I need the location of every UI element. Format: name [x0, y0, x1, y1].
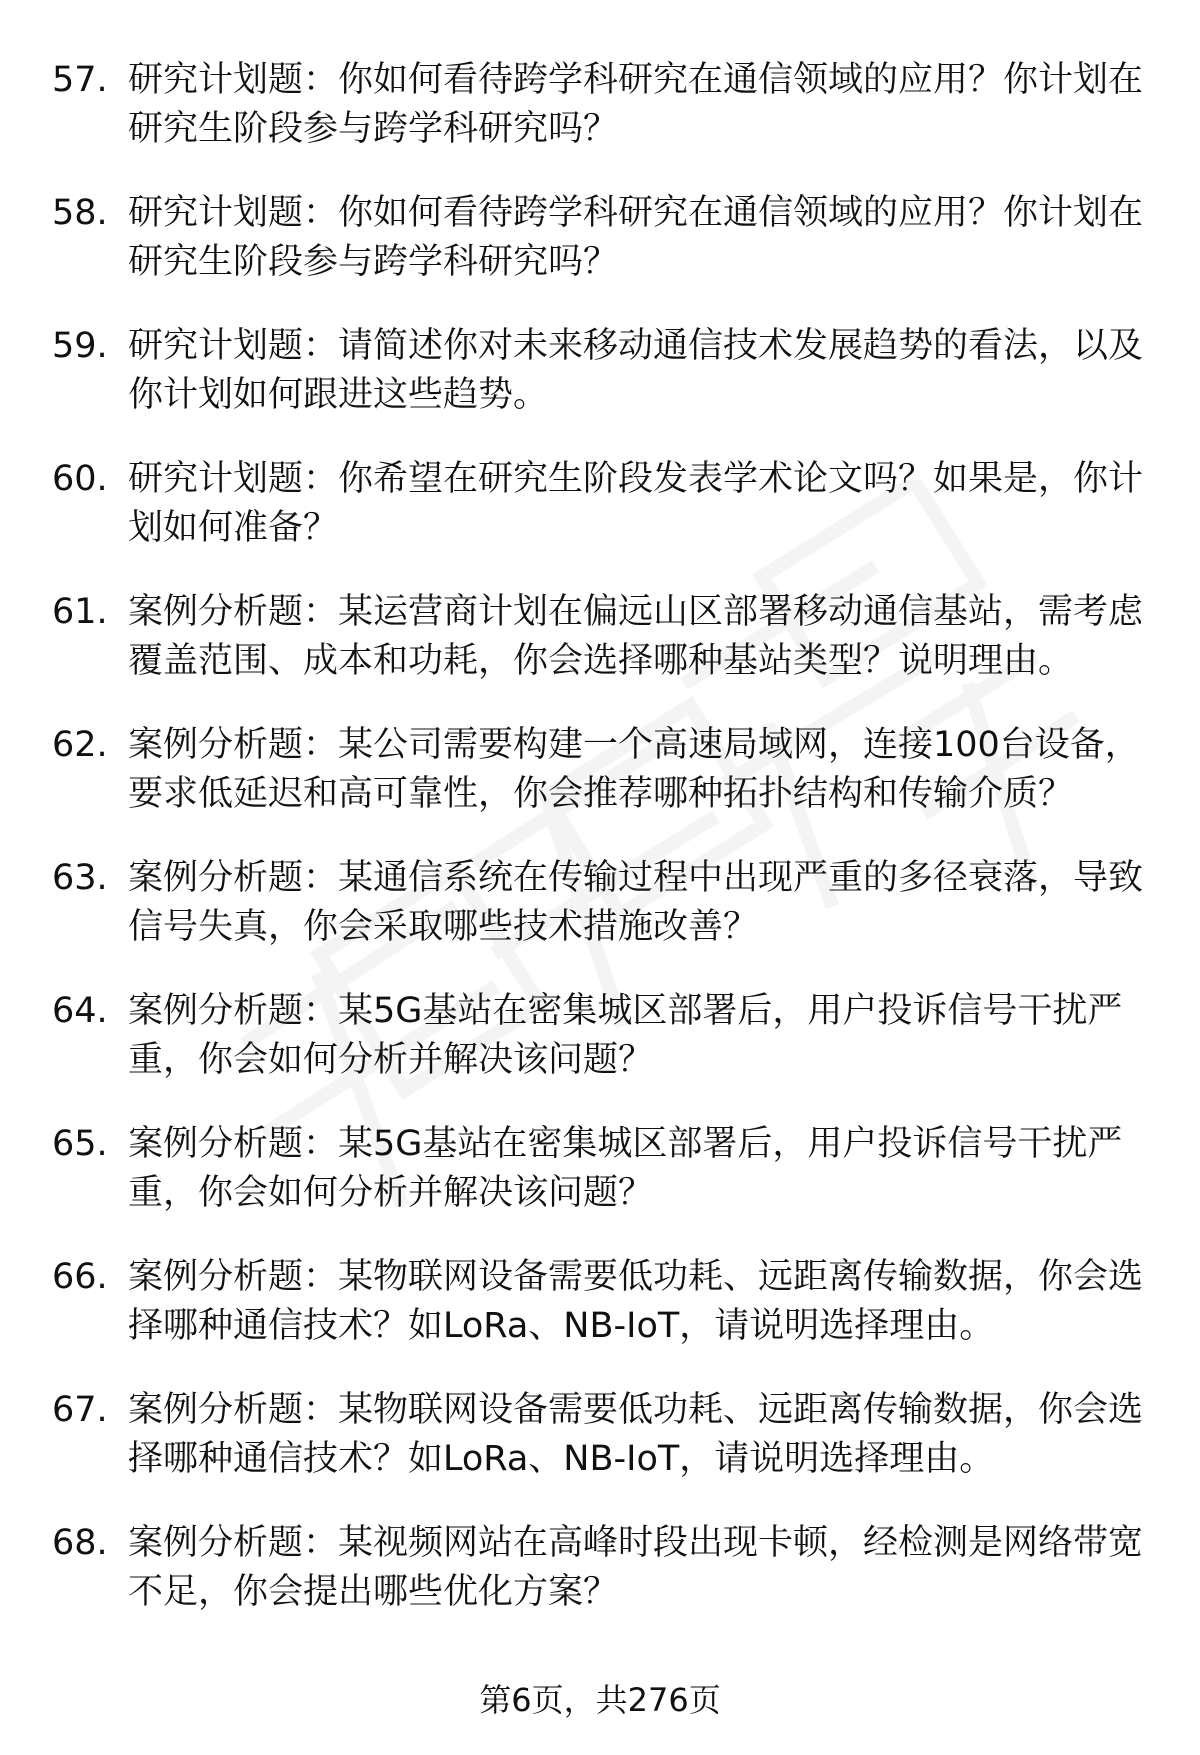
list-item	[0, 455, 1200, 553]
list-item	[0, 189, 1200, 287]
question-text: 案例分析题：某物联网设备需要低功耗、远距离传输数据，你会选择哪种通信技术？如LoRa、NB-IoT，请说明选择理由。	[128, 1390, 1144, 1479]
question-number: 63.	[52, 858, 108, 898]
list-item	[0, 721, 1200, 819]
question-number: 58.	[52, 193, 108, 233]
question-text: 研究计划题：请简述你对未来移动通信技术发展趋势的看法，以及你计划如何跟进这些趋势。	[128, 326, 1144, 415]
list-item	[0, 56, 1200, 154]
question-number: 68.	[52, 1523, 108, 1563]
list-item	[0, 1519, 1200, 1617]
question-number: 60.	[52, 459, 108, 499]
list-item	[0, 854, 1200, 952]
question-text: 案例分析题：某通信系统在传输过程中出现严重的多径衰落，导致信号失真，你会采取哪些技术措施改善？	[128, 858, 1144, 947]
question-text: 研究计划题：你希望在研究生阶段发表学术论文吗？如果是，你计划如何准备？	[128, 459, 1144, 548]
question-number: 67.	[52, 1390, 108, 1430]
question-text: 研究计划题：你如何看待跨学科研究在通信领域的应用？你计划在研究生阶段参与跨学科研究吗？	[128, 60, 1144, 149]
question-text: 案例分析题：某运营商计划在偏远山区部署移动通信基站，需考虑覆盖范围、成本和功耗，你会选择哪种基站类型？说明理由。	[128, 592, 1144, 681]
question-text: 案例分析题：某公司需要构建一个高速局域网，连接100台设备，要求低延迟和高可靠性，你会推荐哪种拓扑结构和传输介质？	[128, 725, 1140, 814]
question-number: 62.	[52, 725, 108, 765]
question-number: 65.	[52, 1124, 108, 1164]
question-text: 案例分析题：某物联网设备需要低功耗、远距离传输数据，你会选择哪种通信技术？如LoRa、NB-IoT，请说明选择理由。	[128, 1257, 1144, 1346]
question-text: 案例分析题：某5G基站在密集城区部署后，用户投诉信号干扰严重，你会如何分析并解决该问题？	[128, 1124, 1123, 1213]
list-item	[0, 1253, 1200, 1351]
question-text: 案例分析题：某5G基站在密集城区部署后，用户投诉信号干扰严重，你会如何分析并解决该问题？	[128, 991, 1123, 1080]
question-number: 57.	[52, 60, 108, 100]
question-text: 研究计划题：你如何看待跨学科研究在通信领域的应用？你计划在研究生阶段参与跨学科研究吗？	[128, 193, 1144, 282]
list-item	[0, 987, 1200, 1085]
list-item	[0, 1120, 1200, 1218]
list-item	[0, 1386, 1200, 1484]
list-item	[0, 588, 1200, 686]
question-number: 61.	[52, 592, 108, 632]
question-number: 64.	[52, 991, 108, 1031]
page-footer: 第6页，共276页	[479, 1681, 721, 1719]
question-number: 66.	[52, 1257, 108, 1297]
list-item	[0, 322, 1200, 420]
question-list	[0, 56, 1200, 1652]
question-number: 59.	[52, 326, 108, 366]
question-text: 案例分析题：某视频网站在高峰时段出现卡顿，经检测是网络带宽不足，你会提出哪些优化方案？	[128, 1523, 1144, 1612]
